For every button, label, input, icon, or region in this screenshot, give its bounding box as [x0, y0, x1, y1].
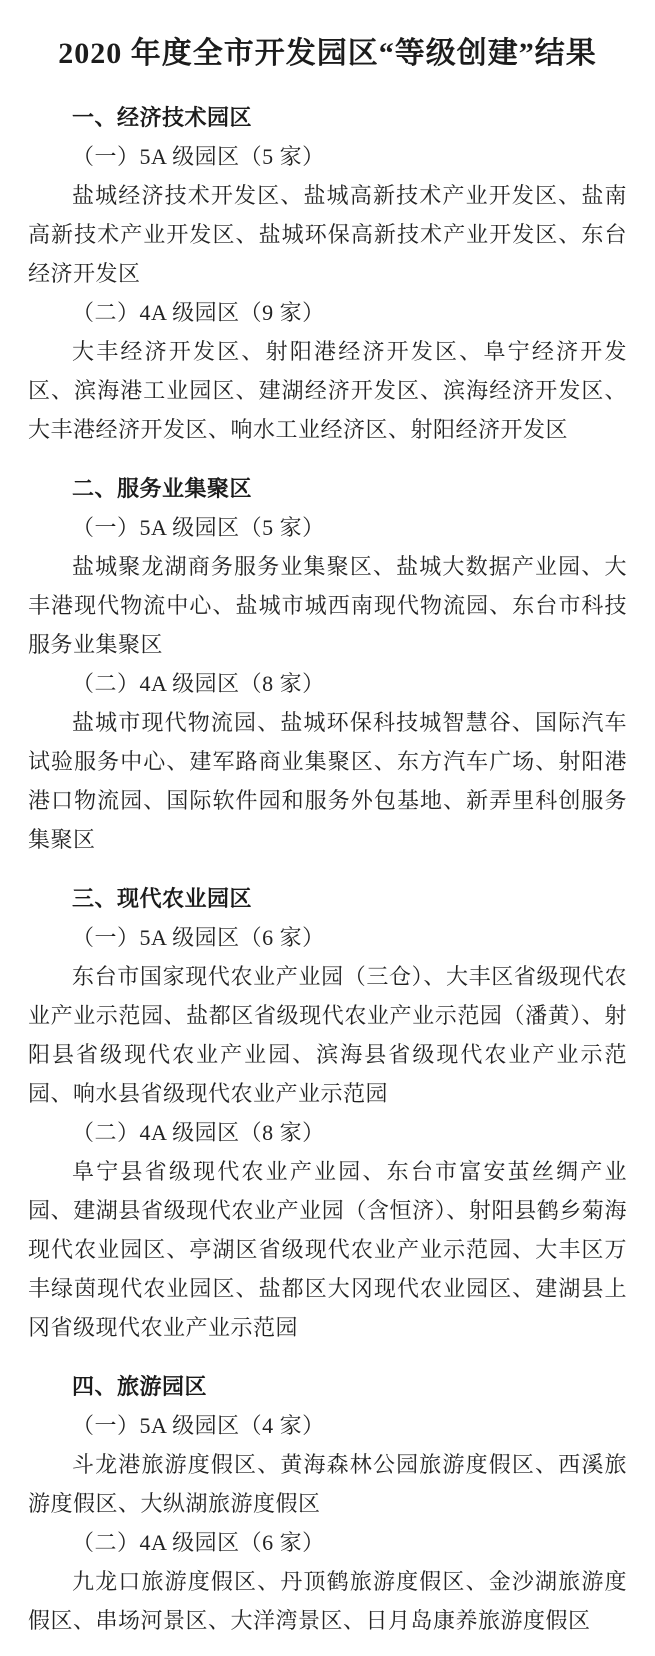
section-1-grade-4a-label: （二）4A 级园区（9 家） — [72, 300, 325, 325]
section-2-grade-5a-label: （一）5A 级园区（5 家） — [72, 515, 325, 540]
section-4-grade-5a-label: （一）5A 级园区（4 家） — [72, 1413, 325, 1438]
section-4-heading: 四、旅游园区 — [72, 1374, 208, 1399]
section-1-heading: 一、经济技术园区 — [72, 105, 253, 130]
section-1-grade-5a-label: （一）5A 级园区（5 家） — [72, 144, 325, 169]
section-3-grade-4a-label: （二）4A 级园区（8 家） — [72, 1120, 325, 1145]
section-1-grade-4a-park-list: 大丰经济开发区、射阳港经济开发区、阜宁经济开发区、滨海港工业园区、建湖经济开发区、滨海经济开发区、大丰港经济开发区、响水工业经济区、射阳经济开发区 — [28, 339, 627, 442]
section-2-grade-4a-label: （二）4A 级园区（8 家） — [72, 671, 325, 696]
section-economic-technical — [28, 98, 627, 449]
section-tourism — [28, 1367, 627, 1640]
section-modern-agriculture — [28, 879, 627, 1347]
section-3-grade-5a-label: （一）5A 级园区（6 家） — [72, 925, 325, 950]
section-2-grade-4a-park-list: 盐城市现代物流园、盐城环保科技城智慧谷、国际汽车试验服务中心、建军路商业集聚区、东方汽车广场、射阳港港口物流园、国际软件园和服务外包基地、新弄里科创服务集聚区 — [28, 710, 627, 852]
section-4-grade-4a-label: （二）4A 级园区（6 家） — [72, 1530, 325, 1555]
section-3-grade-4a-park-list: 阜宁县省级现代农业产业园、东台市富安茧丝绸产业园、建湖县省级现代农业产业园（含恒济）、射阳县鹤乡菊海现代农业园区、亭湖区省级现代农业产业示范园、大丰区万丰绿茵现代农业园区、盐都区大冈现代农业园区、建湖县上冈省级现代农业产业示范园 — [28, 1159, 627, 1340]
section-3-grade-5a-park-list: 东台市国家现代农业产业园（三仓）、大丰区省级现代农业产业示范园、盐都区省级现代农业产业示范园（潘黄）、射阳县省级现代农业产业园、滨海县省级现代农业产业示范园、响水县省级现代农业产业示范园 — [28, 964, 627, 1106]
document-title: 2020 年度全市开发园区“等级创建”结果 — [58, 37, 597, 70]
section-3-heading: 三、现代农业园区 — [72, 886, 253, 911]
section-4-grade-4a-park-list: 九龙口旅游度假区、丹顶鹤旅游度假区、金沙湖旅游度假区、串场河景区、大洋湾景区、日月岛康养旅游度假区 — [28, 1569, 627, 1633]
section-service-cluster — [28, 469, 627, 859]
section-2-grade-5a-park-list: 盐城聚龙湖商务服务业集聚区、盐城大数据产业园、大丰港现代物流中心、盐城市城西南现代物流园、东台市科技服务业集聚区 — [28, 554, 627, 657]
section-4-grade-5a-park-list: 斗龙港旅游度假区、黄海森林公园旅游度假区、西溪旅游度假区、大纵湖旅游度假区 — [28, 1452, 627, 1516]
section-2-heading: 二、服务业集聚区 — [72, 476, 253, 501]
section-1-grade-5a-park-list: 盐城经济技术开发区、盐城高新技术产业开发区、盐南高新技术产业开发区、盐城环保高新技术产业开发区、东台经济开发区 — [28, 183, 627, 286]
